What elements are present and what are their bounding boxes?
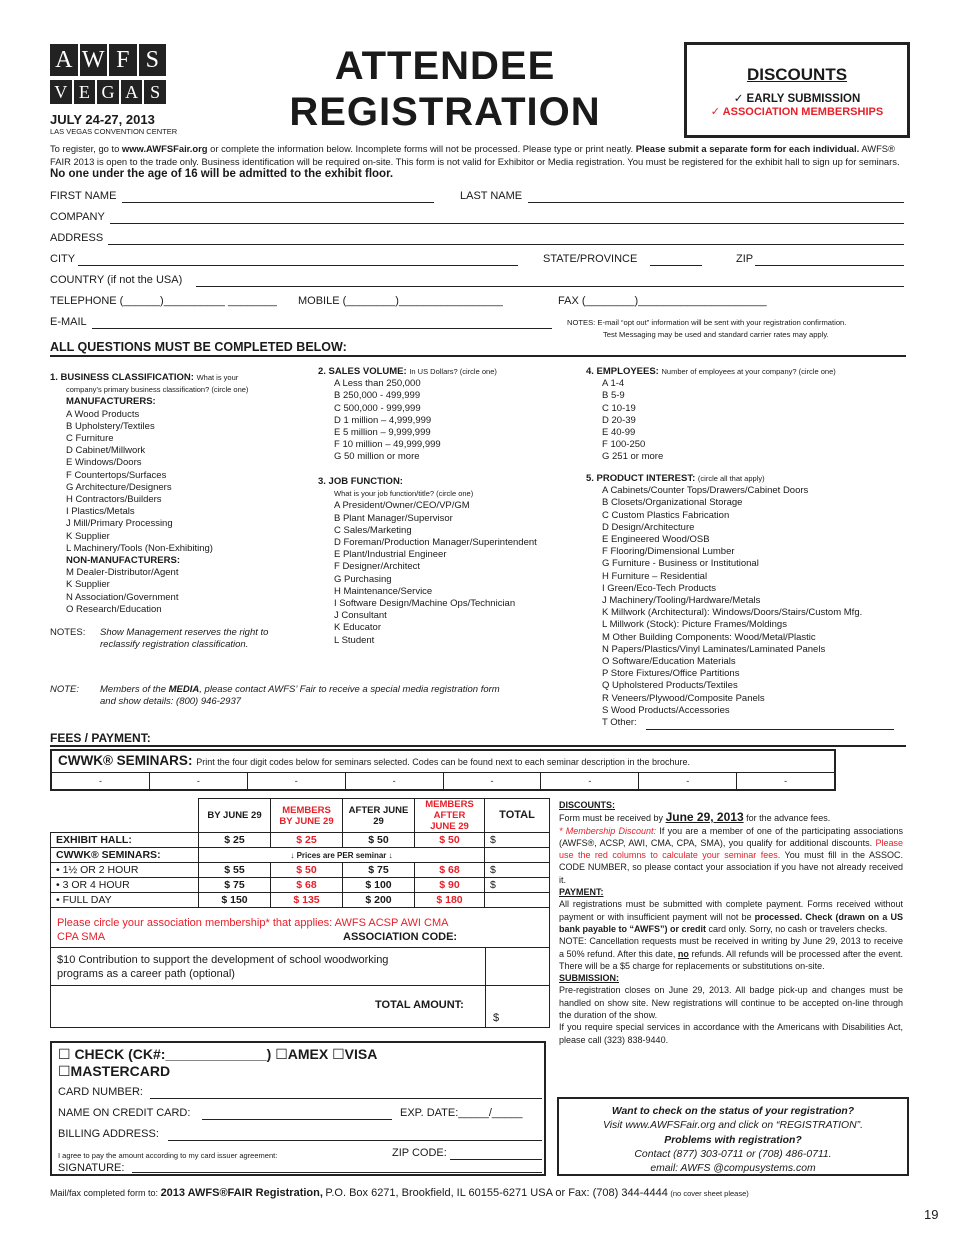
price-members-after: $ 90: [415, 878, 485, 893]
q1-sub: What is your: [196, 373, 239, 382]
product-interest-option[interactable]: Q Upholstered Products/Textiles: [602, 680, 738, 692]
row-label: • FULL DAY: [51, 893, 199, 908]
q4-employees: [586, 366, 906, 464]
fees-title: FEES / PAYMENT:: [50, 731, 151, 745]
contribution-divider: [485, 948, 486, 986]
price-after: $ 100: [343, 878, 415, 893]
media-contact: and show details: (800) 946-2937: [100, 696, 242, 707]
seminar-code-cell[interactable]: -: [346, 773, 444, 791]
job-function-option[interactable]: L Student: [334, 634, 375, 646]
card-number-label: CARD NUMBER:: [58, 1086, 143, 1098]
product-interest-option[interactable]: G Furniture - Business or Institutional: [602, 558, 759, 570]
status-box: [557, 1097, 909, 1176]
seminar-code-cell[interactable]: -: [150, 773, 248, 791]
payment-box: [50, 1041, 546, 1176]
seminar-code-cell[interactable]: -: [784, 776, 788, 786]
membership-discount-label: * Membership Discount:: [559, 825, 657, 836]
price-members-by: $ 135: [271, 893, 343, 908]
total-amount-input[interactable]: $: [493, 1012, 500, 1024]
job-function-option[interactable]: I Software Design/Machine Ops/Technician: [334, 598, 516, 610]
per-seminar-note: ↓ Prices are PER seminar ↓: [199, 848, 485, 863]
classification-option[interactable]: G Architecture/Designers: [66, 481, 172, 493]
q5-other-input[interactable]: [646, 729, 894, 730]
sales-volume-option[interactable]: F 10 million – 49,999,999: [334, 439, 441, 451]
logo-letter: V: [50, 80, 72, 104]
logo-letter: S: [144, 80, 166, 104]
product-interest-option[interactable]: E Engineered Wood/OSB: [602, 534, 710, 546]
row-label: CWWK® SEMINARS:: [51, 848, 199, 863]
q1-notes-label: NOTES:: [50, 627, 86, 638]
mobile-field[interactable]: MOBILE (________)_________________: [298, 295, 503, 307]
terms-no: no: [677, 948, 689, 959]
country-input[interactable]: [196, 286, 904, 287]
price-after: $ 200: [343, 893, 415, 908]
col-total: TOTAL: [485, 799, 550, 833]
exhibit-hall-row: [51, 833, 550, 848]
seminars-box: [50, 749, 836, 791]
q5-title: 5. PRODUCT INTEREST:: [586, 473, 696, 484]
seminar-code-cell[interactable]: -: [248, 773, 346, 791]
job-function-option[interactable]: F Designer/Architect: [334, 561, 421, 573]
classification-option[interactable]: I Plastics/Metals: [66, 506, 135, 518]
discounts-title: DISCOUNTS: [746, 65, 848, 84]
sales-volume-option[interactable]: C 500,000 - 999,999: [334, 402, 421, 414]
email-note: NOTES: E-mail “opt out” information will be sent with your registration confirmation.: [567, 318, 847, 327]
awfs-logo: [50, 44, 166, 112]
address-input[interactable]: [108, 244, 904, 245]
intro-text: To register, go to: [50, 143, 120, 154]
discount-early-submission: ✓ EARLY SUBMISSION: [733, 93, 861, 105]
contribution-text: $10 Contribution to support the development of school woodworking: [57, 954, 389, 966]
media-note-text: [100, 684, 500, 696]
q5-list: [586, 485, 906, 729]
q2-list: [318, 378, 578, 463]
row-total[interactable]: [485, 893, 550, 908]
status-email[interactable]: email: AWFS @compusystems.com: [650, 1163, 816, 1175]
footer-note: (no cover sheet please): [670, 1189, 749, 1198]
row-label: • 3 OR 4 HOUR: [51, 878, 199, 893]
q5-sub: (circle all that apply): [697, 474, 765, 483]
classification-option[interactable]: K Supplier: [66, 530, 110, 542]
employees-option[interactable]: C 10-19: [602, 402, 636, 414]
logo-letter: F: [109, 44, 137, 76]
sales-volume-option[interactable]: B 250,000 - 499,999: [334, 390, 421, 402]
event-dates: JULY 24-27, 2013: [50, 112, 155, 127]
row-label: EXHIBIT HALL:: [51, 833, 199, 848]
age-notice: No one under the age of 16 will be admitted to the exhibit floor.: [50, 168, 394, 180]
first-name-label: FIRST NAME: [50, 190, 117, 202]
total-amount-label: TOTAL AMOUNT:: [375, 999, 464, 1011]
seminar-code-cell[interactable]: -: [444, 773, 542, 791]
price-members-by: $ 25: [271, 833, 343, 848]
employees-option[interactable]: D 20-39: [602, 414, 636, 426]
product-interest-option[interactable]: I Green/Eco-Tech Products: [602, 582, 717, 594]
price-by: $ 75: [199, 878, 271, 893]
intro-url[interactable]: www.AWFSFair.org: [121, 143, 208, 154]
association-code-label: ASSOCIATION CODE:: [343, 931, 458, 943]
row-label: • 1½ OR 2 HOUR: [51, 863, 199, 878]
intro-text: or complete the information below. Incomplete forms will not be processed. Please type or print neatly.: [210, 143, 634, 154]
job-function-option[interactable]: A President/Owner/CEO/VP/GM: [334, 500, 470, 512]
seminar-price-row: [51, 878, 550, 893]
job-function-option[interactable]: K Educator: [334, 622, 381, 634]
row-total[interactable]: $: [485, 833, 550, 848]
state-label: STATE/PROVINCE: [543, 253, 638, 265]
seminar-code-cell[interactable]: -: [639, 773, 737, 791]
employees-option[interactable]: G 251 or more: [602, 451, 664, 463]
col-members-after: MEMBERS AFTER JUNE 29: [415, 799, 485, 833]
classification-option[interactable]: L Machinery/Tools (Non-Exhibiting): [66, 542, 213, 554]
media-text: , please contact AWFS’ Fair to receive a special media registration form: [199, 684, 500, 695]
employees-option[interactable]: B 5-9: [602, 390, 625, 402]
q1-manufacturers: MANUFACTURERS:: [66, 396, 156, 408]
terms-column: [559, 799, 903, 1046]
job-function-option[interactable]: G Purchasing: [334, 573, 392, 585]
status-line: Want to check on the status of your registration?: [611, 1106, 855, 1117]
logo-letter: W: [80, 44, 108, 76]
q1-notes-text: reclassify registration classification.: [100, 639, 249, 650]
q1-business-classification: [50, 372, 300, 616]
fees-table: [50, 798, 550, 908]
card-number-input[interactable]: [150, 1098, 542, 1099]
media-note-label: NOTE:: [50, 684, 80, 695]
status-line: Problems with registration?: [664, 1134, 802, 1146]
q3-job-function: [318, 476, 580, 647]
seminars-title-line: [52, 751, 834, 773]
exp-date-field[interactable]: EXP. DATE:_____/_____: [400, 1107, 523, 1119]
association-row: [50, 908, 550, 948]
status-line: Contact (877) 303-0711 or (708) 486-0711.: [634, 1148, 832, 1160]
page-title-line2: REGISTRATION: [289, 90, 601, 134]
association-line2[interactable]: CPA SMA: [57, 931, 106, 943]
seminar-code-cell[interactable]: -: [52, 773, 150, 791]
price-after: $ 50: [343, 833, 415, 848]
q2-sub: In US Dollars? (circle one): [409, 367, 497, 376]
classification-option[interactable]: A Wood Products: [66, 408, 140, 420]
seminar-code-cell[interactable]: -: [541, 773, 639, 791]
classification-option[interactable]: M Dealer-Distributor/Agent: [66, 567, 179, 579]
q1-notes-text: Show Management reserves the right to: [100, 627, 269, 638]
product-interest-option[interactable]: T Other:: [602, 717, 637, 729]
terms-bold: processed. Check (drawn on a US bank payable to “AWFS”) or credit: [559, 911, 903, 934]
job-function-option[interactable]: E Plant/Industrial Engineer: [334, 549, 447, 561]
q4-list: [586, 378, 906, 463]
price-members-by: $ 68: [271, 878, 343, 893]
seminars-row: [51, 848, 550, 863]
q1-title: 1. BUSINESS CLASSIFICATION:: [50, 372, 194, 383]
email-label: E-MAIL: [50, 316, 87, 328]
q3-list: [318, 500, 580, 646]
footer-address: P.O. Box 6271, Brookfield, IL 60155-6271 USA or Fax: (708) 344-4444: [325, 1187, 668, 1199]
classification-option[interactable]: C Furniture: [66, 433, 114, 445]
fax-field[interactable]: FAX (________)_____________________: [558, 295, 767, 307]
employees-option[interactable]: E 40-99: [602, 427, 636, 439]
product-interest-option[interactable]: A Cabinets/Counter Tops/Drawers/Cabinet Doors: [602, 485, 809, 497]
q1-sub2: company’s primary business classification? (circle one): [66, 385, 249, 395]
q2-title: 2. SALES VOLUME:: [318, 366, 407, 377]
product-interest-option[interactable]: L Millwork (Stock): Picture Frames/Moldings: [602, 619, 787, 631]
telephone-field[interactable]: TELEPHONE (______)__________ ________: [50, 295, 277, 307]
job-function-option[interactable]: B Plant Manager/Supervisor: [334, 512, 453, 524]
seminar-price-row: [51, 893, 550, 908]
row-total[interactable]: $: [485, 878, 550, 893]
sales-volume-option[interactable]: D 1 million – 4,999,999: [334, 414, 432, 426]
terms-submission-title: SUBMISSION:: [559, 973, 620, 984]
classification-option[interactable]: D Cabinet/Millwork: [66, 445, 146, 457]
signature-label: SIGNATURE:: [58, 1162, 125, 1174]
terms-text: Pre-registration closes on June 29, 2013. All badge pick-up and changes must be handled on show site. New registrations will continue to be accepted on-line through the duration of the show.: [559, 985, 903, 1021]
product-interest-option[interactable]: D Design/Architecture: [602, 521, 695, 533]
col-after: AFTER JUNE 29: [343, 799, 415, 833]
total-amount-row: [50, 986, 550, 1028]
product-interest-option[interactable]: B Closets/Organizational Storage: [602, 497, 743, 509]
terms-text: All registrations must be submitted with complete payment. Forms received without payment or with insufficient payment will not be: [559, 899, 903, 922]
q2-sales-volume: [318, 366, 578, 464]
terms-payment-title: PAYMENT:: [559, 887, 604, 898]
country-label: COUNTRY (if not the USA): [50, 274, 183, 286]
price-members-after: $ 50: [415, 833, 485, 848]
company-input[interactable]: [110, 223, 904, 224]
discounts-box: [684, 42, 910, 138]
terms-deadline: June 29, 2013: [665, 810, 744, 825]
agree-text: I agree to pay the amount according to my card issuer agreement:: [58, 1151, 278, 1160]
price-members-after: $ 68: [415, 863, 485, 878]
classification-option[interactable]: E Windows/Doors: [66, 457, 142, 469]
job-function-option[interactable]: C Sales/Marketing: [334, 524, 412, 536]
terms-text: NOTE: Cancellation requests must be received in writing by June 29, 2013 to receive a 50% refund. After this date,: [559, 936, 903, 959]
last-name-label: LAST NAME: [460, 190, 523, 202]
product-interest-option[interactable]: N Papers/Plastics/Vinyl Laminates/Laminated Panels: [602, 643, 826, 655]
questions-section-title: ALL QUESTIONS MUST BE COMPLETED BELOW:: [50, 340, 906, 357]
seminars-title: CWWK® SEMINARS:: [58, 753, 193, 768]
billing-address-input[interactable]: [168, 1140, 542, 1141]
row-total[interactable]: $: [485, 863, 550, 878]
product-interest-option[interactable]: J Machinery/Tooling/Hardware/Metals: [602, 595, 761, 607]
terms-text: If you are a member of one of the participating associations (AWFS®, ACSP, AWI, CMA, CPA, SMA), you qualify for additional discounts.: [559, 825, 903, 848]
classification-option[interactable]: F Countertops/Surfaces: [66, 469, 167, 481]
name-on-card-label: NAME ON CREDIT CARD:: [58, 1107, 191, 1119]
classification-option[interactable]: O Research/Education: [66, 603, 162, 615]
product-interest-option[interactable]: O Software/Education Materials: [602, 656, 736, 668]
q3-sub: What is your job function/title? (circle one): [334, 489, 474, 499]
name-on-card-input[interactable]: [202, 1119, 392, 1120]
amex-option[interactable]: ☐AMEX: [275, 1046, 329, 1062]
product-interest-option[interactable]: C Custom Plastics Fabrication: [602, 509, 730, 521]
classification-option[interactable]: H Contractors/Builders: [66, 494, 162, 506]
address-label: ADDRESS: [50, 232, 104, 244]
contribution-row: [50, 948, 550, 986]
classification-option[interactable]: N Association/Government: [66, 591, 179, 603]
classification-option[interactable]: J Mill/Primary Processing: [66, 518, 173, 530]
price-members-by: $ 50: [271, 863, 343, 878]
employees-option[interactable]: A 1-4: [602, 378, 625, 390]
classification-option[interactable]: B Upholstery/Textiles: [66, 420, 155, 432]
terms-discounts-title: DISCOUNTS:: [559, 800, 615, 810]
footer-pre: Mail/fax completed form to:: [50, 1188, 159, 1198]
check-option[interactable]: ☐ CHECK (CK#:_____________): [58, 1046, 272, 1062]
seminar-code-cells: [52, 773, 834, 791]
terms-text: refunds. All refunds will be processed after the event. There will be a $5 charge for replacements or substitutions on-site.: [559, 948, 903, 971]
state-input[interactable]: [650, 265, 702, 266]
terms-text: If you require special services in accordance with the Americans with Disabilities Act, please call (323) 838-9440.: [559, 1022, 903, 1045]
employees-option[interactable]: F 100-250: [602, 439, 646, 451]
intro-paragraph: [50, 143, 906, 181]
q5-product-interest: [586, 473, 906, 729]
job-function-option[interactable]: H Maintenance/Service: [334, 585, 433, 597]
q1-non-manufacturers: NON-MANUFACTURERS:: [66, 555, 180, 567]
mastercard-option[interactable]: ☐MASTERCARD: [58, 1063, 171, 1079]
status-line[interactable]: Visit www.AWFSFair.org and click on “REGISTRATION”.: [602, 1120, 863, 1132]
terms-text: for the advance fees.: [746, 813, 831, 824]
media-text: Members of the: [100, 684, 166, 695]
price-by: $ 55: [199, 863, 271, 878]
discount-association: ✓ ASSOCIATION MEMBERSHIPS: [710, 106, 884, 118]
logo-letter: A: [50, 44, 78, 76]
event-venue: LAS VEGAS CONVENTION CENTER: [50, 127, 178, 136]
price-after: $ 75: [343, 863, 415, 878]
q4-sub: Number of employees at your company? (circle one): [661, 367, 836, 376]
intro-text: AWFS® FAIR 2013 is open to the trade only. Business identification will be required on-site. This form is not valid for Exhibitor or Media registration. You must be registered for the exhibit hall to sign up for seminars.: [50, 143, 900, 167]
product-interest-option[interactable]: P Store Fixtures/Office Partitions: [602, 668, 740, 680]
q1-non-manufacturer-list: [50, 567, 300, 616]
media-word: MEDIA: [168, 684, 200, 695]
product-interest-option[interactable]: S Wood Products/Accessories: [602, 704, 730, 716]
price-by: $ 150: [199, 893, 271, 908]
page-title-line1: ATTENDEE: [334, 44, 556, 88]
first-name-input[interactable]: [122, 202, 434, 203]
sales-volume-option[interactable]: A Less than 250,000: [334, 378, 421, 390]
logo-letter: G: [97, 80, 119, 104]
total-divider: [485, 986, 486, 1028]
col-by: BY JUNE 29: [199, 799, 271, 833]
email-input[interactable]: [92, 328, 552, 329]
terms-red-note: Please use the red columns to calculate your seminar fees.: [559, 837, 903, 861]
classification-option[interactable]: K Supplier: [66, 579, 110, 591]
association-line[interactable]: Please circle your association membership* that applies: AWFS ACSP AWI CMA: [57, 917, 449, 929]
contribution-text2: programs as a career path (optional): [57, 968, 235, 980]
terms-text: Form must be received by: [559, 813, 664, 824]
billing-address-label: BILLING ADDRESS:: [58, 1128, 159, 1140]
job-function-option[interactable]: D Foreman/Production Manager/Superintendent: [334, 537, 537, 549]
price-by: $ 25: [199, 833, 271, 848]
zip-input[interactable]: [755, 265, 904, 266]
page-number: 19: [924, 1207, 939, 1222]
last-name-input[interactable]: [528, 202, 904, 203]
seminar-price-row: [51, 863, 550, 878]
zip-code-input[interactable]: [450, 1159, 542, 1160]
job-function-option[interactable]: J Consultant: [334, 610, 387, 622]
row-total: [485, 848, 550, 863]
fees-divider: [50, 745, 906, 747]
intro-separate-form: Please submit a separate form for each individual.: [635, 143, 860, 154]
q1-manufacturer-list: [50, 409, 300, 555]
q4-title: 4. EMPLOYEES:: [586, 366, 659, 377]
signature-input[interactable]: [132, 1172, 542, 1173]
price-members-after: $ 180: [415, 893, 485, 908]
sms-note: Test Messaging may be used and standard carrier rates may apply.: [603, 330, 829, 339]
city-input[interactable]: [78, 265, 518, 266]
col-members-by: MEMBERS BY JUNE 29: [271, 799, 343, 833]
sales-volume-option[interactable]: G 50 million or more: [334, 451, 420, 463]
footer: [50, 1187, 749, 1199]
logo-letter: S: [139, 44, 167, 76]
product-interest-option[interactable]: M Other Building Components: Wood/Metal/Plastic: [602, 631, 816, 643]
product-interest-option[interactable]: F Flooring/Dimensional Lumber: [602, 546, 735, 558]
footer-bold: 2013 AWFS®FAIR Registration,: [160, 1187, 323, 1199]
zip-code-label: ZIP CODE:: [392, 1147, 447, 1159]
product-interest-option[interactable]: R Veneers/Plywood/Composite Panels: [602, 692, 765, 704]
zip-label: ZIP: [736, 253, 754, 265]
terms-text: card only. Sorry, no cash or travelers checks.: [708, 923, 888, 934]
logo-letter: A: [121, 80, 143, 104]
product-interest-option[interactable]: K Millwork (Architectural): Windows/Doors/Stairs/Custom Mfg.: [602, 607, 863, 619]
company-label: COMPANY: [50, 211, 105, 223]
seminars-instructions: Print the four digit codes below for seminars selected. Codes can be found next to each seminar description in the brochure.: [196, 757, 690, 767]
city-label: CITY: [50, 253, 76, 265]
product-interest-option[interactable]: H Furniture – Residential: [602, 570, 708, 582]
visa-option[interactable]: ☐VISA: [332, 1046, 378, 1062]
q3-title: 3. JOB FUNCTION:: [318, 476, 403, 487]
sales-volume-option[interactable]: E 5 million – 9,999,999: [334, 427, 431, 439]
logo-letter: E: [74, 80, 96, 104]
terms-text: You must fill in the ASSOC. CODE NUMBER, so please contact your association if you have not already received it.: [559, 850, 903, 885]
